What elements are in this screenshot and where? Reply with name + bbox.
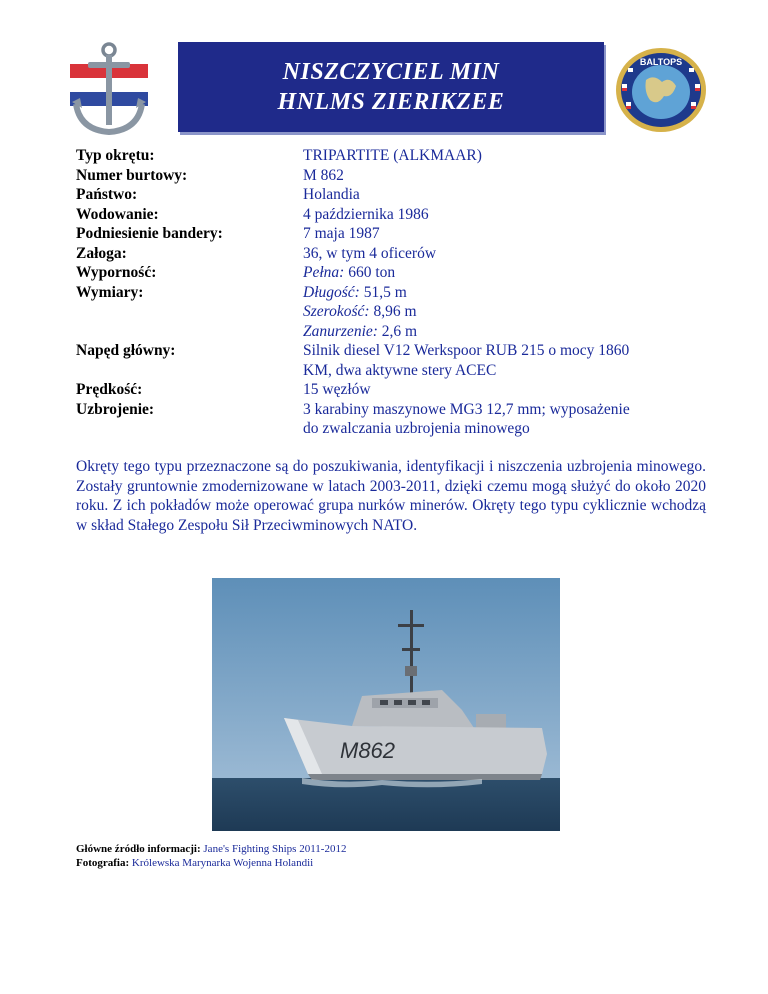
spec-value-text: 36, w tym 4 oficerów — [303, 244, 437, 262]
spec-row — [76, 263, 716, 283]
spec-row — [76, 322, 716, 342]
spec-row — [76, 400, 716, 420]
spec-row — [76, 205, 716, 225]
main-source-value: Jane's Fighting Ships 2011-2012 — [200, 843, 347, 855]
spec-row — [76, 341, 716, 361]
spec-value — [303, 205, 716, 225]
title-line-2: HNLMS ZIERIKZEE — [277, 89, 505, 115]
spec-value — [303, 419, 716, 439]
spec-label: Wymiary: — [76, 283, 144, 301]
spec-value-italic: Pełna: — [303, 264, 345, 281]
spec-label: Państwo: — [76, 186, 138, 203]
spec-value-text: 4 października 1986 — [303, 205, 429, 223]
spec-value — [303, 166, 716, 186]
spec-row — [76, 380, 716, 400]
description-paragraph: Okręty tego typu przeznaczone są do poszukiwania, identyfikacji i niszczenia uzbrojenia minowego. Zostały gruntownie zmodernizowane w latach 2003-2011, dzięki czemu mogą służyć do około 2020 roku. Z ich pokładów może operować grupa nurków minerów. Okręty tego typu cyklicznie wchodzą w skład Stałego Zespołu Sił Przeciwminowych NATO. — [76, 458, 706, 534]
hull-number: M862 — [340, 738, 396, 763]
spec-value-text: do zwalczania uzbrojenia minowego — [303, 420, 530, 437]
spec-row — [76, 244, 716, 264]
spec-value-text: TRIPARTITE (ALKMAAR) — [303, 147, 482, 164]
photo-source-value: Królewska Marynarka Wojenna Holandii — [129, 857, 314, 869]
photo-source-label: Fotografia: — [76, 857, 130, 869]
spec-label: Wyporność: — [76, 264, 157, 281]
spec-value — [303, 400, 716, 420]
spec-value-text: 2,6 m — [377, 322, 418, 340]
spec-value — [303, 224, 716, 244]
spec-value-text: Holandia — [303, 186, 360, 203]
spec-value-text: 15 węzłów — [303, 381, 371, 398]
spec-value — [303, 341, 716, 361]
specs-table — [76, 146, 716, 439]
spec-value — [303, 263, 716, 283]
spec-value — [303, 380, 716, 400]
main-source-label: Główne źródło informacji: — [76, 843, 201, 855]
spec-value — [303, 146, 716, 166]
spec-value-italic: Długość: — [303, 283, 360, 301]
spec-label: Uzbrojenie: — [76, 400, 155, 418]
spec-value-text: 660 ton — [344, 264, 396, 281]
spec-row — [76, 185, 716, 205]
spec-value — [303, 361, 716, 381]
spec-label: Załoga: — [76, 244, 127, 262]
spec-row — [76, 302, 716, 322]
baltops-emblem — [614, 46, 708, 134]
spec-label: Napęd główny: — [76, 342, 176, 359]
spec-label: Wodowanie: — [76, 205, 159, 223]
photo-source-line — [76, 856, 346, 870]
spec-value-text: 8,96 m — [369, 303, 417, 320]
main-source-line — [76, 842, 346, 856]
spec-label: Typ okrętu: — [76, 147, 155, 164]
spec-label: Numer burtowy: — [76, 166, 188, 184]
spec-label: Podniesienie bandery: — [76, 225, 223, 242]
spec-value-text: 7 maja 1987 — [303, 225, 380, 242]
spec-value-italic: Szerokość: — [303, 303, 370, 320]
navy-anchor-logo — [66, 42, 152, 138]
spec-value — [303, 244, 716, 264]
spec-row — [76, 146, 716, 166]
title-line-1: NISZCZYCIEL MIN — [282, 59, 500, 85]
baltops-text: BALTOPS — [639, 57, 683, 67]
spec-value-text: 51,5 m — [359, 283, 407, 301]
spec-value-italic: Zanurzenie: — [303, 322, 378, 340]
spec-row — [76, 361, 716, 381]
spec-label: Prędkość: — [76, 381, 143, 398]
spec-row — [76, 224, 716, 244]
spec-row — [76, 419, 716, 439]
spec-value-text: KM, dwa aktywne stery ACEC — [303, 361, 497, 379]
sources — [76, 842, 346, 870]
spec-value — [303, 185, 716, 205]
spec-value-text: 3 karabiny maszynowe MG3 12,7 mm; wyposażenie — [303, 400, 630, 418]
spec-row — [76, 166, 716, 186]
spec-value — [303, 302, 716, 322]
spec-row — [76, 283, 716, 303]
spec-value-text: Silnik diesel V12 Werkspoor RUB 215 o mocy 1860 — [303, 342, 630, 359]
title-banner — [178, 42, 604, 132]
spec-value — [303, 322, 716, 342]
spec-value — [303, 283, 716, 303]
spec-value-text: M 862 — [303, 166, 344, 184]
ship-photo — [212, 578, 560, 831]
